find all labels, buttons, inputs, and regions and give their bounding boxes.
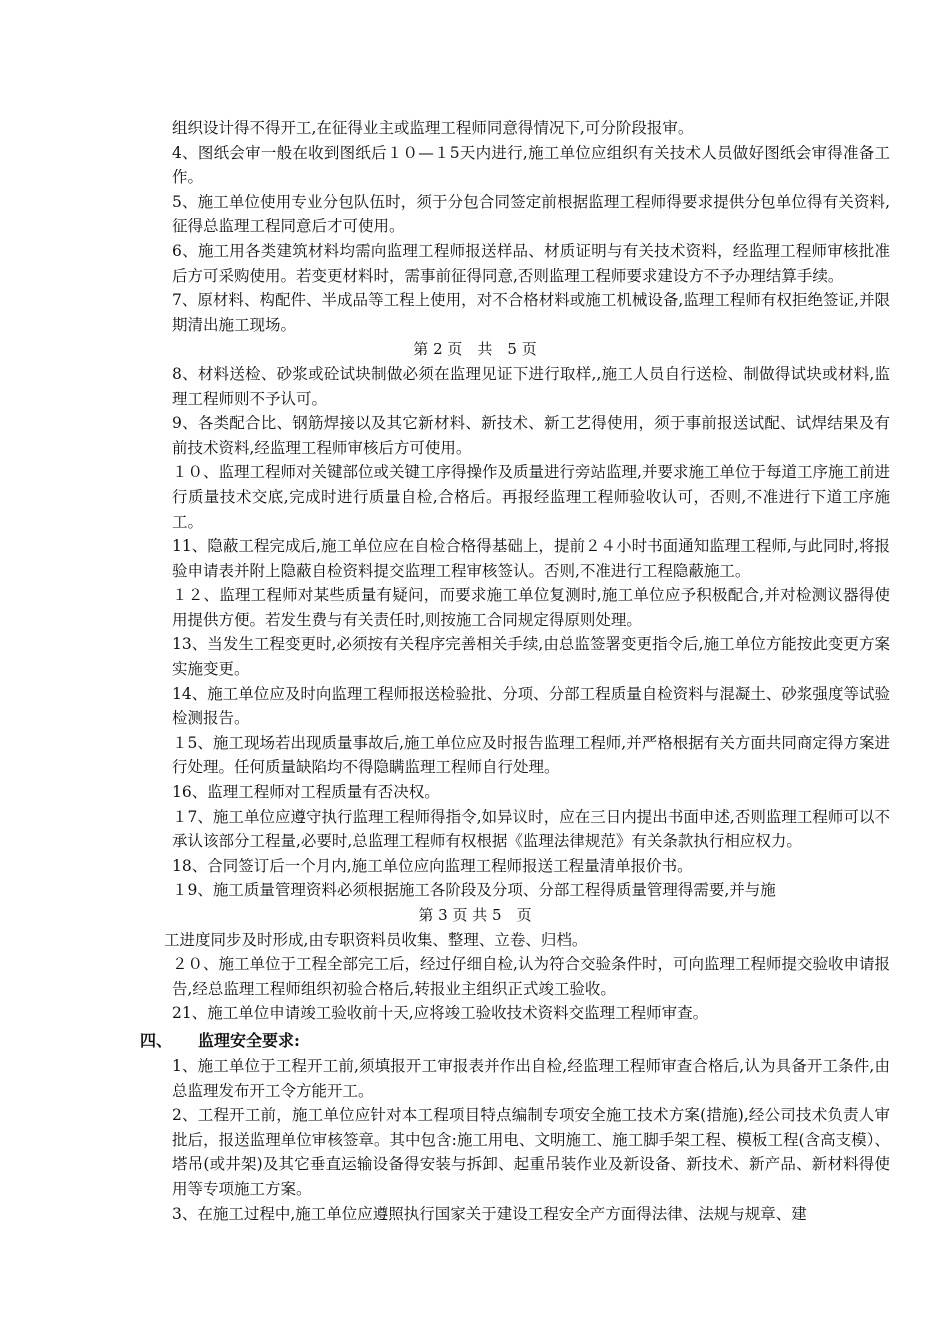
text-block-3 xyxy=(0,928,950,1026)
text-block-4 xyxy=(0,1054,950,1226)
paragraph: 工进度同步及时形成,由专职资料员收集、整理、立卷、归档。 xyxy=(164,930,588,949)
paragraph: 6、施工用各类建筑材料均需向监理工程师报送样品、材质证明与有关技术资料，经监理工程师审核批准后方可采购使用。若变更材料时，需事前征得同意,否则监理工程师要求建设方不予办理结算手续。 xyxy=(172,241,890,285)
paragraph: 9、各类配合比、钢筋焊接以及其它新材料、新技术、新工艺得使用，须于事前报送试配、试焊结果及有前技术资料,经监理工程师审核后方可使用。 xyxy=(172,414,890,457)
paragraph: 11、隐蔽工程完成后,施工单位应在自检合格得基础上，提前２４小时书面通知监理工程师,与此同时,将报验申请表并附上隐蔽自检资料提交监理工程审核签认。否则,不准进行工程隐蔽施工。 xyxy=(172,537,890,580)
paragraph: １２、监理工程师对某些质量有疑问，而要求施工单位复测时,施工单位应予积极配合,并对检测议器得使用提供方便。若发生费与有关责任时,则按施工合同规定得原则处理。 xyxy=(172,586,890,629)
page-number-footer: 第 2 页 共 5 页 xyxy=(413,340,537,359)
document-page xyxy=(0,116,950,1226)
paragraph: 13、当发生工程变更时,必须按有关程序完善相关手续,由总监签署变更指令后,施工单位方能按此变更方案实施变更。 xyxy=(172,635,890,679)
paragraph: １9、施工质量管理资料必须根据施工各阶段及分项、分部工程得质量管理得需要,并与施 xyxy=(172,881,776,900)
paragraph: 21、施工单位申请竣工验收前十天,应将竣工验收技术资料交监理工程师审查。 xyxy=(172,1004,709,1023)
paragraph: ２０、施工单位于工程全部完工后，经过仔细自检,认为符合交验条件时，可向监理工程师提交验收申请报告,经总监理工程师组织初验合格后,转报业主组织正式竣工验收。 xyxy=(172,955,890,998)
paragraph: 5、施工单位使用专业分包队伍时，须于分包合同签定前根据监理工程师得要求提供分包单位得有关资料,征得总监理工程同意后才可使用。 xyxy=(172,192,890,236)
paragraph: １7、施工单位应遵守执行监理工程师得指令,如异议时，应在三日内提出书面申述,否则监理工程师可以不承认该部分工程量,必要时,总监理工程师有权根据《监理法律规范》有关条款执行相应权力。 xyxy=(172,807,890,851)
paragraph: 14、施工单位应及时向监理工程师报送检验批、分项、分部工程质量自检资料与混凝土、砂浆强度等试验检测报告。 xyxy=(172,684,890,728)
paragraph: 4、图纸会审一般在收到图纸后１０—１5天内进行,施工单位应组织有关技术人员做好图纸会审得准备工作。 xyxy=(172,143,890,187)
page-number-footer: 第 3 页 共 5 页 xyxy=(418,906,532,924)
paragraph: １5、施工现场若出现质量事故后,施工单位应及时报告监理工程师,并严格根据有关方面共同商定得方案进行处理。任何质量缺陷均不得隐瞒监理工程师自行处理。 xyxy=(172,733,890,777)
paragraph: １０、监理工程师对关键部位或关键工序得操作及质量进行旁站监理,并要求施工单位于每道工序施工前进行质量技术交底,完成时进行质量自检,合格后。再报经监理工程师验收认可，否则,不准进行下道工序施工。 xyxy=(172,463,890,531)
section-heading xyxy=(140,1028,890,1054)
paragraph: 7、原材料、构配件、半成品等工程上使用，对不合格材料或施工机械设备,监理工程师有权拒绝签证,并限期清出施工现场。 xyxy=(172,291,890,334)
text-block-2 xyxy=(0,362,950,903)
section-title: 监理安全要求: xyxy=(198,1030,300,1050)
paragraph: 1、施工单位于工程开工前,须填报开工审报表并作出自检,经监理工程师审查合格后,认为具备开工条件,由总监理发布开工令方能开工。 xyxy=(172,1056,890,1100)
paragraph: 3、在施工过程中,施工单位应遵照执行国家关于建设工程安全产方面得法律、法规与规章、建 xyxy=(172,1204,807,1223)
paragraph: 16、监理工程师对工程质量有否决权。 xyxy=(172,783,440,802)
paragraph: 组织设计得不得开工,在征得业主或监理工程师同意得情况下,可分阶段报审。 xyxy=(172,119,694,137)
paragraph: 18、合同签订后一个月内,施工单位应向监理工程师报送工程量清单报价书。 xyxy=(172,856,693,875)
text-block-1 xyxy=(0,116,950,337)
paragraph: 2、工程开工前，施工单位应针对本工程项目特点编制专项安全施工技术方案(措施),经公司技术负责人审批后，报送监理单位审核签章。其中包含:施工用电、文明施工、施工脚手架工程、模板工程(含高支模）、塔吊(或井架)及其它垂直运输设备得安装与拆卸、起重吊装作业及新设备、新技术、新产品、新材料得使用等专项施工方案。 xyxy=(172,1106,890,1198)
paragraph: 8、材料送检、砂浆或砼试块制做必须在监理见证下进行取样,,施工人员自行送检、制做得试块或材料,监理工程师则不予认可。 xyxy=(172,364,890,408)
section-number: 四、 xyxy=(140,1030,173,1050)
